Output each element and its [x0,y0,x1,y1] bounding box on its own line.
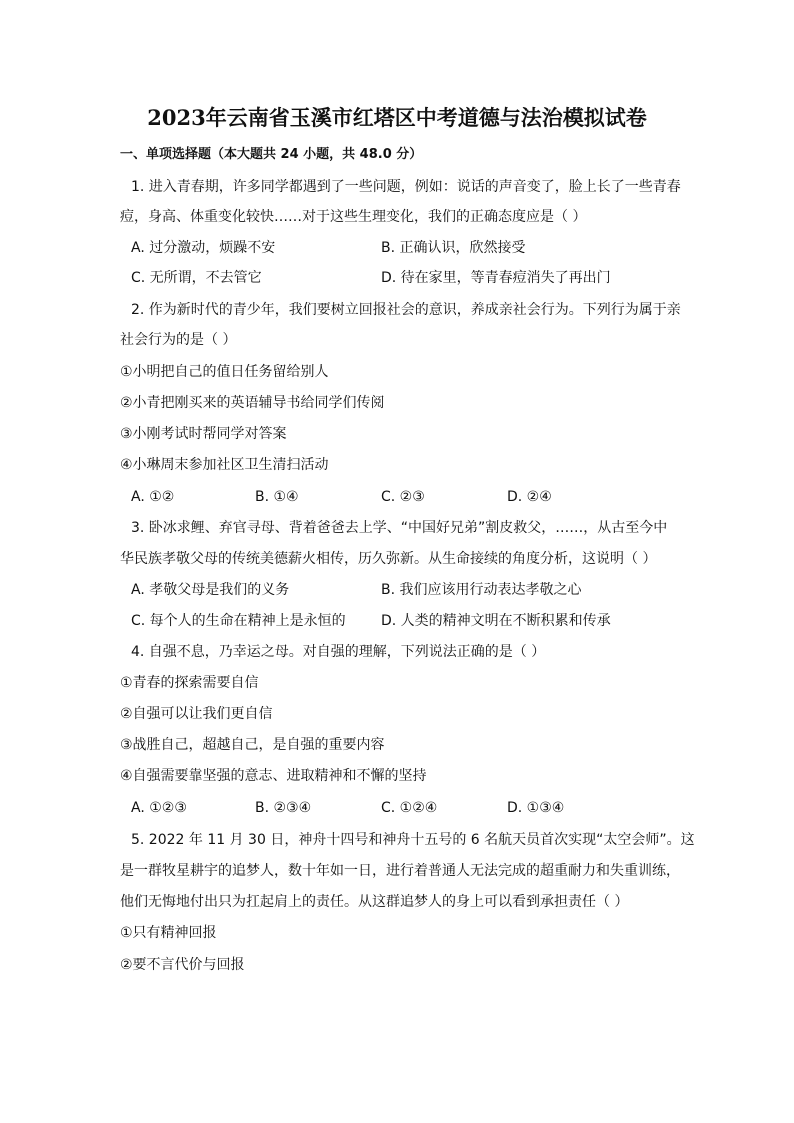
question-4-statement-3: ③战胜自己，超越自己，是自强的重要内容 [120,737,385,753]
question-5-line-2: 是一群牧星耕宇的追梦人，数十年如一日，进行着普通人无法完成的超重耐力和失重训练， [120,863,680,879]
question-3-option-b: B. 我们应该用行动表达孝敬之心 [381,582,582,598]
question-4-option-a: A. ①②③ [131,800,187,816]
question-2-statement-3: ③小刚考试时帮同学对答案 [120,426,287,442]
question-1-option-b: B. 正确认识，欣然接受 [381,240,526,256]
question-1-option-d: D. 待在家里，等青春痘消失了再出门 [381,270,611,286]
question-3-option-c: C. 每个人的生命在精神上是永恒的 [131,613,346,629]
question-2-statement-4: ④小琳周末参加社区卫生清扫活动 [120,457,329,473]
question-2-option-a: A. ①② [131,489,175,505]
question-2-option-c: C. ②③ [381,489,425,505]
question-4-statement-2: ②自强可以让我们更自信 [120,706,273,722]
question-5-statement-2: ②要不言代价与回报 [120,957,245,973]
question-2-statement-2: ②小青把刚买来的英语辅导书给同学们传阅 [120,395,385,411]
question-2-line-2: 社会行为的是（ ） [120,332,237,348]
question-2-statement-1: ①小明把自己的值日任务留给别人 [120,364,329,380]
question-3-option-a: A. 孝敬父母是我们的义务 [131,582,290,598]
question-4-statement-1: ①青春的探索需要自信 [120,675,259,691]
question-2-line-1: 2. 作为新时代的青少年，我们要树立回报社会的意识，养成亲社会行为。下列行为属于亲 [131,302,681,318]
question-5-line-1: 5. 2022 年 11 月 30 日，神舟十四号和神舟十五号的 6 名航天员首次实现“太空会师”。这 [131,832,695,848]
question-5-statement-1: ①只有精神回报 [120,925,217,941]
question-1-option-a: A. 过分激动，烦躁不安 [131,240,276,256]
section-heading: 一、单项选择题（本大题共 24 小题，共 48.0 分） [120,147,423,162]
question-1-option-c: C. 无所谓，不去管它 [131,270,262,286]
question-4-option-d: D. ①③④ [507,800,565,816]
question-4-option-b: B. ②③④ [255,800,312,816]
question-3-line-2: 华民族孝敬父母的传统美德薪火相传，历久弥新。从生命接续的角度分析，这说明（ ） [120,551,657,567]
exam-title: 2023年云南省玉溪市红塔区中考道德与法治模拟试卷 [147,105,647,130]
question-4-statement-4: ④自强需要靠坚强的意志、进取精神和不懈的坚持 [120,768,427,784]
question-4-line-1: 4. 自强不息，乃幸运之母。对自强的理解，下列说法正确的是（ ） [131,644,546,660]
question-4-option-c: C. ①②④ [381,800,438,816]
question-1-line-1: 1. 进入青春期，许多同学都遇到了一些问题，例如：说话的声音变了，脸上长了一些青春 [131,179,681,195]
question-1-line-2: 痘，身高、体重变化较快……对于这些生理变化，我们的正确态度应是（ ） [120,209,587,225]
question-3-line-1: 3. 卧冰求鲤、弃官寻母、背着爸爸去上学、“中国好兄弟”割皮救父，……，从古至今中 [131,520,668,536]
question-2-option-d: D. ②④ [507,489,552,505]
question-3-option-d: D. 人类的精神文明在不断积累和传承 [381,613,611,629]
question-5-line-3: 他们无悔地付出只为扛起肩上的责任。从这群追梦人的身上可以看到承担责任（ ） [120,894,629,910]
question-2-option-b: B. ①④ [255,489,299,505]
